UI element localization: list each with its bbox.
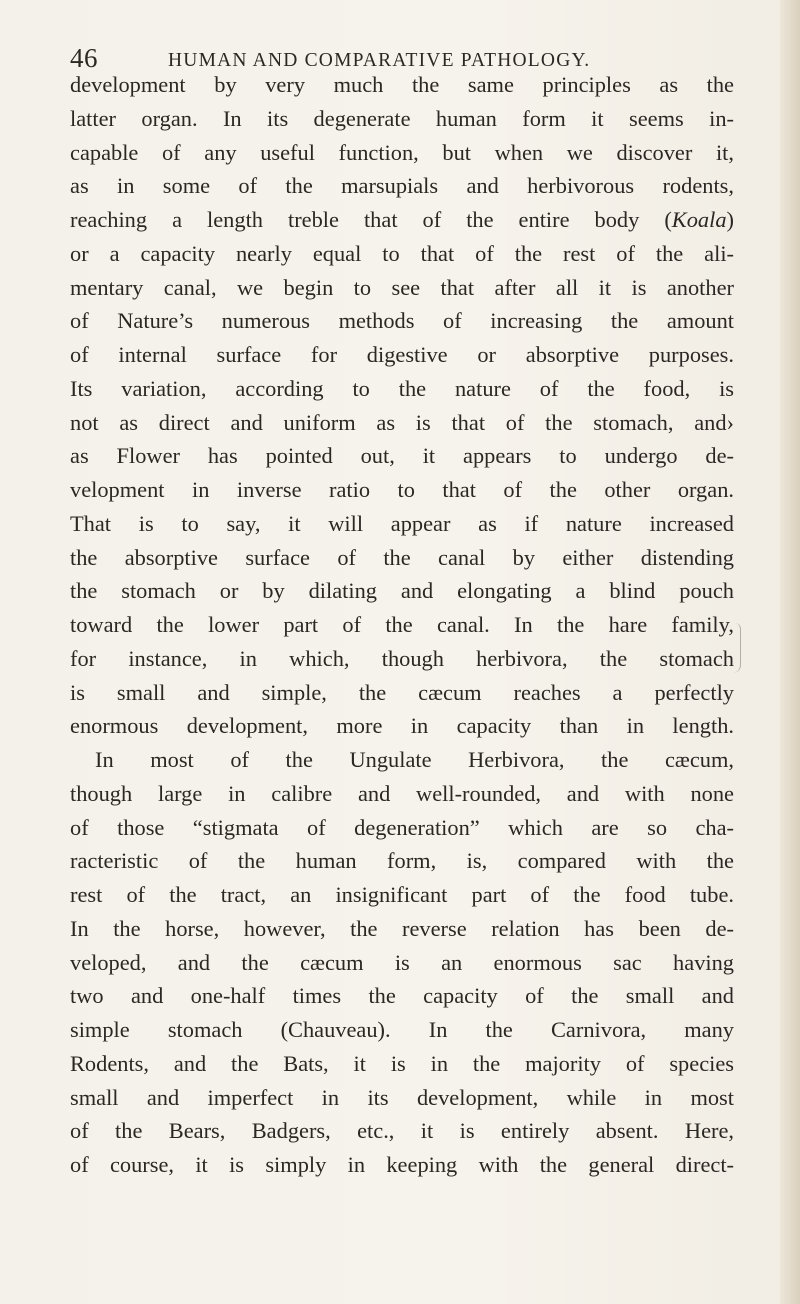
- text-line: enormous development, more in capacity than in length.: [70, 713, 734, 739]
- text-line: simple stomach (Chauveau). In the Carnivora, many: [70, 1017, 734, 1042]
- text-line: That is to say, it will appear as if nature increased: [70, 510, 734, 536]
- text-line: of internal surface for digestive or absorptive purposes.: [70, 342, 734, 367]
- text-line: two and one-half times the capacity of the small and: [70, 983, 734, 1009]
- text-line: the absorptive surface of the canal by either distending: [70, 544, 734, 570]
- text-line: Rodents, and the Bats, it is in the majority of species: [70, 1050, 734, 1076]
- text-line: of course, it is simply in keeping with the general direct-: [70, 1152, 734, 1177]
- text-line: as Flower has pointed out, it appears to undergo de-: [70, 443, 734, 469]
- text-line: for instance, in which, though herbivora, the stomach: [70, 645, 734, 671]
- margin-bracket-mark: [732, 623, 741, 673]
- text-line: Its variation, according to the nature of the food, is: [70, 375, 734, 401]
- text-line: the stomach or by dilating and elongating a blind pouch: [70, 578, 734, 604]
- text-line: as in some of the marsupials and herbivorous rodents,: [70, 173, 734, 199]
- text-line: veloped, and the cæcum is an enormous sac having: [70, 949, 734, 975]
- page-edge: [780, 0, 800, 1304]
- italic-term: Koala: [671, 207, 727, 232]
- text-line: small and imperfect in its development, while in most: [70, 1084, 734, 1110]
- text-line-koala: [70, 203, 734, 237]
- text-line: mentary canal, we begin to see that after all it is another: [70, 274, 734, 300]
- text-line: is small and simple, the cæcum reaches a perfectly: [70, 679, 734, 705]
- text-line: of Nature’s numerous methods of increasing the amount: [70, 308, 734, 334]
- text-line: latter organ. In its degenerate human form it seems in-: [70, 105, 734, 131]
- body-text: [70, 68, 734, 1182]
- text-line: not as direct and uniform as is that of the stomach, and›: [70, 409, 734, 435]
- text-line: rest of the tract, an insignificant part of the food tube.: [70, 882, 734, 907]
- text-line: velopment in inverse ratio to that of the other organ.: [70, 477, 734, 502]
- text-line: though large in calibre and well-rounded, and with none: [70, 780, 734, 806]
- running-head: HUMAN AND COMPARATIVE PATHOLOGY.: [168, 50, 591, 71]
- text-line: toward the lower part of the canal. In the hare family,: [70, 612, 734, 637]
- text-line: capable of any useful function, but when we discover it,: [70, 139, 734, 165]
- text-line: In the horse, however, the reverse relation has been de-: [70, 915, 734, 941]
- text-line: racteristic of the human form, is, compared with the: [70, 848, 734, 874]
- paragraph-start-line: In most of the Ungulate Herbivora, the cæcum,: [95, 747, 734, 772]
- text-line: of the Bears, Badgers, etc., it is entirely absent. Here,: [70, 1118, 734, 1144]
- text-line-koala-text: reaching a length treble that of the entire body (Koala): [70, 207, 734, 232]
- text-line: of those “stigmata of degeneration” which are so cha-: [70, 814, 734, 840]
- page-number: 46: [70, 43, 98, 73]
- text-line: or a capacity nearly equal to that of the rest of the ali-: [70, 240, 734, 266]
- text-line: development by very much the same principles as the: [70, 72, 734, 97]
